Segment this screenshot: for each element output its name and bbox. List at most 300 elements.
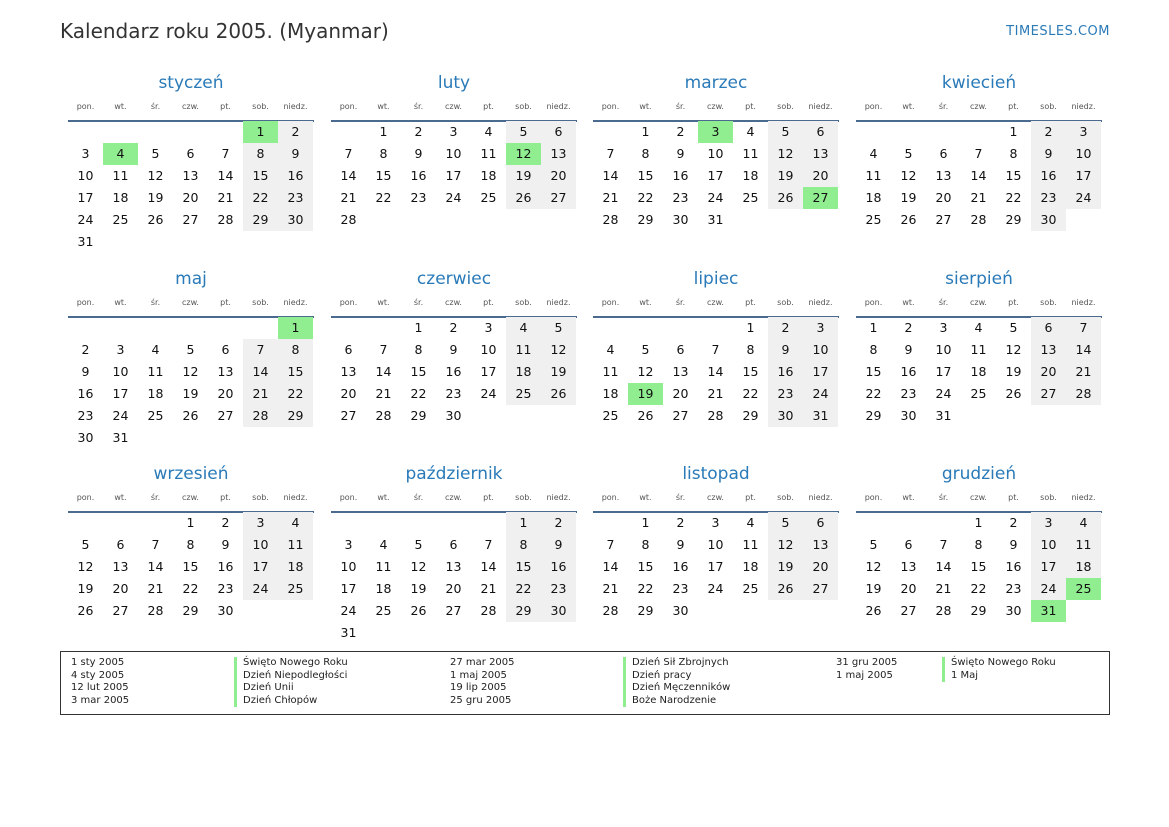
day-cell: 20 <box>935 190 952 205</box>
day-cell: 30 <box>672 212 689 227</box>
day-cell: 7 <box>711 342 720 357</box>
day-cell: 25 <box>112 212 129 227</box>
weekday-header: pt. <box>483 298 494 307</box>
day-cell: 11 <box>375 559 392 574</box>
day-cell: 24 <box>707 190 724 205</box>
day-cell: 19 <box>541 361 576 383</box>
day-cell: 2 <box>676 124 685 139</box>
weekday-header: sob. <box>515 102 532 111</box>
weekday-header: pon. <box>76 298 95 307</box>
day-cell: 2 <box>81 342 90 357</box>
day-cell: 26 <box>865 603 882 618</box>
day-cell: 9 <box>278 143 313 165</box>
day-cell: 5 <box>414 537 423 552</box>
day-cell: 22 <box>865 386 882 401</box>
day-cell: 14 <box>243 361 278 383</box>
day-cell: 17 <box>707 559 724 574</box>
day-cell: 15 <box>742 364 759 379</box>
day-cell: 8 <box>974 537 983 552</box>
day-cell: 9 <box>1009 537 1018 552</box>
day-cell: 26 <box>410 603 427 618</box>
day-cell: 5 <box>869 537 878 552</box>
day-cell: 1 <box>379 124 388 139</box>
day-cell: 24 <box>1066 187 1101 209</box>
holiday-date: 25 gru 2005 <box>450 694 512 706</box>
weekday-header: pt. <box>1008 493 1019 502</box>
weekday-header: śr. <box>413 493 424 502</box>
weekday-header: śr. <box>150 298 161 307</box>
weekday-header: czw. <box>445 102 462 111</box>
day-cell: 30 <box>768 405 803 427</box>
day-cell: 25 <box>278 578 313 600</box>
weekday-header: wt. <box>639 102 652 111</box>
day-cell: 18 <box>375 581 392 596</box>
day-cell: 12 <box>768 143 803 165</box>
weekday-header: czw. <box>970 102 987 111</box>
weekday-header: wt. <box>902 102 915 111</box>
day-cell: 16 <box>410 168 427 183</box>
day-cell: 28 <box>707 408 724 423</box>
month-name: styczeń <box>158 73 224 93</box>
day-cell: 12 <box>637 364 654 379</box>
weekday-header: niedz. <box>808 298 833 307</box>
day-cell: 7 <box>379 342 388 357</box>
weekday-header: sob. <box>777 493 794 502</box>
day-cell: 8 <box>869 342 878 357</box>
day-cell: 6 <box>939 146 948 161</box>
day-cell: 7 <box>344 146 353 161</box>
weekday-header: pt. <box>745 298 756 307</box>
day-cell: 12 <box>506 143 541 165</box>
day-cell: 24 <box>77 212 94 227</box>
day-cell: 17 <box>1031 556 1066 578</box>
day-cell: 22 <box>278 383 313 405</box>
day-cell: 13 <box>541 143 576 165</box>
day-cell: 3 <box>116 342 125 357</box>
day-cell: 29 <box>278 405 313 427</box>
day-cell: 20 <box>900 581 917 596</box>
day-cell: 3 <box>711 515 720 530</box>
day-cell: 21 <box>217 190 234 205</box>
day-cell: 19 <box>628 383 663 405</box>
day-cell: 11 <box>112 168 129 183</box>
day-cell: 15 <box>1005 168 1022 183</box>
day-cell: 18 <box>112 190 129 205</box>
day-cell: 19 <box>182 386 199 401</box>
day-cell: 13 <box>935 168 952 183</box>
month-name: czerwiec <box>416 269 492 289</box>
day-cell: 30 <box>278 209 313 231</box>
day-cell: 5 <box>151 146 160 161</box>
weekday-header: sob. <box>252 102 269 111</box>
day-cell: 8 <box>746 342 755 357</box>
day-cell: 16 <box>1005 559 1022 574</box>
day-cell: 19 <box>77 581 94 596</box>
day-cell: 20 <box>182 190 199 205</box>
day-cell: 23 <box>672 581 689 596</box>
day-cell: 24 <box>935 386 952 401</box>
day-cell: 16 <box>672 559 689 574</box>
day-cell: 28 <box>217 212 234 227</box>
holiday-list <box>60 651 1110 715</box>
weekday-header: wt. <box>639 298 652 307</box>
site-link[interactable]: TIMESLES.COM <box>1006 24 1110 39</box>
weekday-header: pt. <box>745 493 756 502</box>
day-cell: 10 <box>1066 143 1101 165</box>
day-cell: 17 <box>243 556 278 578</box>
day-cell: 4 <box>869 146 878 161</box>
day-cell: 9 <box>221 537 230 552</box>
day-cell: 27 <box>445 603 462 618</box>
day-cell: 26 <box>182 408 199 423</box>
day-cell: 27 <box>900 603 917 618</box>
day-cell: 5 <box>768 121 803 143</box>
day-cell: 21 <box>480 581 497 596</box>
weekday-header: czw. <box>445 298 462 307</box>
day-cell: 22 <box>637 190 654 205</box>
day-cell: 30 <box>900 408 917 423</box>
weekday-header: sob. <box>515 298 532 307</box>
day-cell: 28 <box>602 212 619 227</box>
weekday-header: sob. <box>1040 493 1057 502</box>
day-cell: 16 <box>445 364 462 379</box>
day-cell: 24 <box>1031 578 1066 600</box>
day-cell: 31 <box>707 212 724 227</box>
day-cell: 10 <box>707 146 724 161</box>
day-cell: 18 <box>865 190 882 205</box>
month-name: maj <box>175 269 207 289</box>
holiday-date: 1 maj 2005 <box>450 669 507 681</box>
day-cell: 4 <box>379 537 388 552</box>
day-cell: 6 <box>449 537 458 552</box>
weekday-header: pon. <box>601 102 620 111</box>
day-cell: 29 <box>970 603 987 618</box>
day-cell: 5 <box>506 121 541 143</box>
day-cell: 12 <box>1005 342 1022 357</box>
weekday-header: wt. <box>902 298 915 307</box>
day-cell: 22 <box>182 581 199 596</box>
day-cell: 25 <box>970 386 987 401</box>
day-cell: 3 <box>1066 121 1101 143</box>
day-cell: 26 <box>147 212 164 227</box>
day-cell: 14 <box>707 364 724 379</box>
day-cell: 15 <box>865 364 882 379</box>
weekday-header: pon. <box>339 298 358 307</box>
day-cell: 30 <box>445 408 462 423</box>
weekday-header: śr. <box>413 298 424 307</box>
day-cell: 4 <box>606 342 615 357</box>
day-cell: 1 <box>414 320 423 335</box>
day-cell: 24 <box>803 383 838 405</box>
weekday-header: czw. <box>182 493 199 502</box>
day-cell: 12 <box>865 559 882 574</box>
weekday-header: czw. <box>707 493 724 502</box>
day-cell: 13 <box>900 559 917 574</box>
day-cell: 13 <box>340 364 357 379</box>
day-cell: 18 <box>742 559 759 574</box>
day-cell: 28 <box>243 405 278 427</box>
weekday-header: sob. <box>252 298 269 307</box>
day-cell: 6 <box>541 121 576 143</box>
weekday-header: śr. <box>938 298 949 307</box>
day-cell: 4 <box>151 342 160 357</box>
day-cell: 28 <box>935 603 952 618</box>
day-cell: 7 <box>974 146 983 161</box>
day-cell: 1 <box>641 124 650 139</box>
day-cell: 20 <box>803 165 838 187</box>
day-cell: 12 <box>147 168 164 183</box>
weekday-header: sob. <box>777 298 794 307</box>
day-cell: 2 <box>676 515 685 530</box>
day-cell: 12 <box>410 559 427 574</box>
day-cell: 26 <box>1005 386 1022 401</box>
day-cell: 5 <box>541 317 576 339</box>
day-cell: 23 <box>410 190 427 205</box>
day-cell: 14 <box>1066 339 1101 361</box>
day-cell: 21 <box>243 383 278 405</box>
day-cell: 3 <box>803 317 838 339</box>
day-cell: 31 <box>803 405 838 427</box>
day-cell: 27 <box>1031 383 1066 405</box>
weekday-header: pon. <box>601 298 620 307</box>
weekday-header: niedz. <box>808 102 833 111</box>
weekday-header: niedz. <box>283 298 308 307</box>
day-cell: 13 <box>182 168 199 183</box>
day-cell: 8 <box>506 534 541 556</box>
weekday-header: niedz. <box>1071 298 1096 307</box>
day-cell: 16 <box>768 361 803 383</box>
day-cell: 3 <box>243 512 278 534</box>
day-cell: 8 <box>278 339 313 361</box>
day-cell: 5 <box>186 342 195 357</box>
weekday-header: czw. <box>970 493 987 502</box>
month-name: marzec <box>684 73 748 93</box>
day-cell: 13 <box>803 143 838 165</box>
day-cell: 20 <box>672 386 689 401</box>
day-cell: 2 <box>541 512 576 534</box>
holiday-date: 3 mar 2005 <box>71 694 130 706</box>
day-cell: 24 <box>243 578 278 600</box>
day-cell: 24 <box>340 603 357 618</box>
day-cell: 16 <box>77 386 94 401</box>
day-cell: 11 <box>480 146 497 161</box>
day-cell: 29 <box>637 212 654 227</box>
weekday-header: czw. <box>182 102 199 111</box>
day-cell: 8 <box>641 146 650 161</box>
day-cell: 22 <box>506 578 541 600</box>
day-cell: 26 <box>541 383 576 405</box>
day-cell: 17 <box>77 190 94 205</box>
day-cell: 27 <box>217 408 234 423</box>
day-cell: 21 <box>602 581 619 596</box>
weekday-header: śr. <box>938 493 949 502</box>
day-cell: 9 <box>81 364 90 379</box>
holiday-name: Dzień Męczenników <box>623 682 730 695</box>
day-cell: 4 <box>974 320 983 335</box>
day-cell: 25 <box>865 212 882 227</box>
day-cell: 8 <box>1009 146 1018 161</box>
month-name: kwiecień <box>941 73 1017 93</box>
day-cell: 29 <box>637 603 654 618</box>
day-cell: 11 <box>278 534 313 556</box>
day-cell: 28 <box>340 212 357 227</box>
day-cell: 26 <box>768 578 803 600</box>
day-cell: 23 <box>900 386 917 401</box>
day-cell: 14 <box>375 364 392 379</box>
day-cell: 18 <box>602 386 619 401</box>
day-cell: 29 <box>865 408 882 423</box>
day-cell: 11 <box>865 168 882 183</box>
day-cell: 6 <box>904 537 913 552</box>
day-cell: 24 <box>707 581 724 596</box>
day-cell: 15 <box>506 556 541 578</box>
day-cell: 18 <box>970 364 987 379</box>
day-cell: 17 <box>935 364 952 379</box>
day-cell: 30 <box>541 600 576 622</box>
month-name: sierpień <box>945 269 1013 289</box>
day-cell: 4 <box>746 515 755 530</box>
weekday-header: pt. <box>483 493 494 502</box>
day-cell: 27 <box>182 212 199 227</box>
weekday-header: sob. <box>1040 298 1057 307</box>
day-cell: 4 <box>278 512 313 534</box>
day-cell: 21 <box>935 581 952 596</box>
day-cell: 26 <box>637 408 654 423</box>
day-cell: 25 <box>602 408 619 423</box>
day-cell: 19 <box>147 190 164 205</box>
day-cell: 8 <box>186 537 195 552</box>
holiday-name: Święto Nowego Roku <box>942 657 1056 670</box>
day-cell: 27 <box>935 212 952 227</box>
weekday-header: śr. <box>938 102 949 111</box>
day-cell: 17 <box>1066 165 1101 187</box>
day-cell: 11 <box>1066 534 1101 556</box>
day-cell: 22 <box>637 581 654 596</box>
day-cell: 12 <box>182 364 199 379</box>
day-cell: 21 <box>375 386 392 401</box>
day-cell: 30 <box>1005 603 1022 618</box>
day-cell: 15 <box>182 559 199 574</box>
day-cell: 2 <box>414 124 423 139</box>
day-cell: 20 <box>1031 361 1066 383</box>
day-cell: 23 <box>541 578 576 600</box>
day-cell: 1 <box>974 515 983 530</box>
day-cell: 10 <box>480 342 497 357</box>
holiday-name: Dzień Unii <box>234 682 294 695</box>
day-cell: 1 <box>278 317 313 339</box>
day-cell: 24 <box>480 386 497 401</box>
day-cell: 13 <box>445 559 462 574</box>
day-cell: 8 <box>641 537 650 552</box>
day-cell: 14 <box>602 559 619 574</box>
day-cell: 19 <box>410 581 427 596</box>
day-cell: 13 <box>217 364 234 379</box>
day-cell: 22 <box>970 581 987 596</box>
weekday-header: wt. <box>114 102 127 111</box>
day-cell: 21 <box>970 190 987 205</box>
day-cell: 14 <box>217 168 234 183</box>
day-cell: 21 <box>147 581 164 596</box>
day-cell: 9 <box>904 342 913 357</box>
day-cell: 29 <box>410 408 427 423</box>
day-cell: 3 <box>939 320 948 335</box>
weekday-header: pt. <box>1008 298 1019 307</box>
day-cell: 15 <box>243 165 278 187</box>
day-cell: 11 <box>742 537 759 552</box>
day-cell: 28 <box>970 212 987 227</box>
day-cell: 24 <box>445 190 462 205</box>
day-cell: 11 <box>970 342 987 357</box>
day-cell: 2 <box>449 320 458 335</box>
day-cell: 14 <box>340 168 357 183</box>
day-cell: 25 <box>742 581 759 596</box>
day-cell: 20 <box>217 386 234 401</box>
month-name: październik <box>405 464 503 484</box>
day-cell: 6 <box>186 146 195 161</box>
day-cell: 16 <box>672 168 689 183</box>
day-cell: 10 <box>1031 534 1066 556</box>
day-cell: 20 <box>541 165 576 187</box>
day-cell: 7 <box>606 537 615 552</box>
day-cell: 27 <box>803 187 838 209</box>
weekday-header: czw. <box>707 102 724 111</box>
page-title: Kalendarz roku 2005. (Myanmar) <box>60 19 389 43</box>
day-cell: 13 <box>112 559 129 574</box>
weekday-header: śr. <box>675 298 686 307</box>
day-cell: 23 <box>77 408 94 423</box>
day-cell: 18 <box>278 556 313 578</box>
day-cell: 15 <box>970 559 987 574</box>
day-cell: 7 <box>484 537 493 552</box>
month-name: grudzień <box>941 464 1017 484</box>
day-cell: 11 <box>147 364 164 379</box>
day-cell: 3 <box>81 146 90 161</box>
day-cell: 3 <box>698 121 733 143</box>
day-cell: 2 <box>221 515 230 530</box>
day-cell: 14 <box>970 168 987 183</box>
day-cell: 12 <box>541 339 576 361</box>
day-cell: 10 <box>707 537 724 552</box>
day-cell: 23 <box>217 581 234 596</box>
day-cell: 7 <box>151 537 160 552</box>
day-cell: 12 <box>900 168 917 183</box>
day-cell: 22 <box>243 187 278 209</box>
day-cell: 6 <box>803 512 838 534</box>
day-cell: 11 <box>602 364 619 379</box>
holiday-name: Boże Narodzenie <box>623 695 716 708</box>
day-cell: 5 <box>81 537 90 552</box>
day-cell: 2 <box>904 320 913 335</box>
day-cell: 31 <box>112 430 129 445</box>
weekday-header: pt. <box>483 102 494 111</box>
weekday-header: śr. <box>150 493 161 502</box>
day-cell: 12 <box>77 559 94 574</box>
day-cell: 21 <box>340 190 357 205</box>
weekday-header: pt. <box>745 102 756 111</box>
day-cell: 4 <box>103 143 138 165</box>
holiday-date: 31 gru 2005 <box>836 657 898 668</box>
holiday-name: Dzień Niepodległości <box>234 670 347 683</box>
day-cell: 6 <box>221 342 230 357</box>
weekday-header: pon. <box>339 102 358 111</box>
day-cell: 25 <box>375 603 392 618</box>
holiday-date: 1 sty 2005 <box>71 657 125 668</box>
day-cell: 18 <box>1066 556 1101 578</box>
day-cell: 7 <box>939 537 948 552</box>
day-cell: 30 <box>672 603 689 618</box>
day-cell: 8 <box>379 146 388 161</box>
day-cell: 9 <box>768 339 803 361</box>
